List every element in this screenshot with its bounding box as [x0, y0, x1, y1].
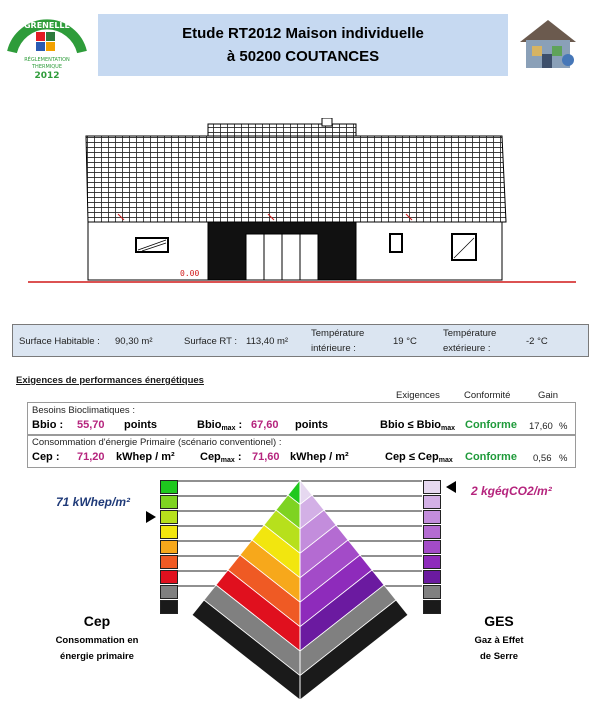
- ges-indicator-label: 2 kgéqCO2/m²: [471, 484, 552, 498]
- cep-scale-band-5: [160, 540, 178, 554]
- bbio-unit: points: [124, 419, 157, 431]
- ges-sub2: de Serre: [479, 651, 519, 662]
- rt-label: Surface RT :: [184, 336, 237, 347]
- col-conformite: Conformité: [464, 390, 511, 401]
- temp-ext-label-2: extérieure :: [443, 343, 491, 354]
- cep-color-scale: [160, 480, 178, 617]
- svg-text:THERMIQUE: THERMIQUE: [32, 64, 62, 70]
- exigences-title: Exigences de performances énergétiques: [16, 375, 204, 386]
- temp-int-label-2: intérieure :: [311, 343, 356, 354]
- ges-scale-band-9: [423, 600, 441, 614]
- title-banner: [98, 14, 508, 76]
- cep-label: Cep :: [32, 451, 60, 463]
- ges-scale-band-1: [423, 480, 441, 494]
- cep-title: Cep: [83, 613, 111, 629]
- cep-scale-band-7: [160, 570, 178, 584]
- ges-sub1: Gaz à Effet: [474, 635, 524, 646]
- ges-scale-band-4: [423, 525, 441, 539]
- ges-arrow-icon: [446, 481, 456, 493]
- bbio-max-label: Bbio$_{max}$ :: [197, 419, 243, 432]
- bbio-max-value: 67,60: [251, 419, 279, 431]
- bbio-requirement: Bbio ≤ Bbio$_{max}$: [380, 419, 456, 432]
- temp-int-label-1: Température: [311, 328, 365, 339]
- ges-color-scale: [423, 480, 441, 617]
- ges-title: GES: [484, 613, 514, 629]
- energy-pyramid: [150, 480, 450, 702]
- bbio-gain: 17,60: [529, 421, 553, 432]
- house-icon: [514, 14, 582, 74]
- cep-value: 71,20: [77, 451, 105, 463]
- temp-int-value: 19 °C: [393, 336, 417, 347]
- level-label: 0.00: [180, 269, 200, 278]
- bbio-value: 55,70: [77, 419, 105, 431]
- habitable-label: Surface Habitable :: [19, 336, 100, 347]
- cep-unit: kWhep / m²: [116, 451, 175, 463]
- ges-scale-band-6: [423, 555, 441, 569]
- surface-temperature-bar: [12, 324, 589, 357]
- bbio-conformite: Conforme: [465, 419, 517, 431]
- svg-text:2012: 2012: [34, 71, 60, 81]
- cep-conformite: Conforme: [465, 451, 517, 463]
- bbio-label: Bbio :: [32, 419, 64, 431]
- ges-scale-band-3: [423, 510, 441, 524]
- bbio-max-unit: points: [295, 419, 328, 431]
- title-line2: à 50200 COUTANCES: [226, 48, 380, 65]
- temp-ext-value: -2 °C: [526, 336, 548, 347]
- cep-arrow-icon: [146, 511, 156, 523]
- cep-sub1: Consommation en: [55, 635, 139, 646]
- ges-scale-band-2: [423, 495, 441, 509]
- cep-sub2: énergie primaire: [60, 651, 134, 662]
- habitable-value: 90,30 m²: [115, 336, 153, 347]
- col-exigences: Exigences: [396, 390, 440, 401]
- cep-scale-band-3: [160, 510, 178, 524]
- rt-value: 113,40 m²: [246, 336, 289, 347]
- cep-scale-band-9: [160, 600, 178, 614]
- cep-max-label: Cep$_{max}$ :: [200, 451, 242, 464]
- grenelle-logo: [6, 8, 88, 84]
- svg-text:RÉGLEMENTATION: RÉGLEMENTATION: [24, 57, 70, 63]
- cep-requirement: Cep ≤ Cep$_{max}$: [385, 451, 453, 464]
- cep-gain: 0,56: [533, 453, 552, 464]
- cep-max-unit: kWhep / m²: [290, 451, 349, 463]
- bbio-section: Besoins Bioclimatiques :: [32, 405, 135, 416]
- ges-scale-band-8: [423, 585, 441, 599]
- cep-scale-band-2: [160, 495, 178, 509]
- house-elevation-drawing: [28, 118, 576, 288]
- cep-section: Consommation d'énergie Primaire (scénario conventionel) :: [32, 437, 282, 448]
- cep-pct: %: [559, 453, 568, 464]
- cep-indicator-label: 71 kWhep/m²: [56, 495, 131, 509]
- svg-text:GRENELLE: GRENELLE: [23, 21, 71, 30]
- temp-ext-label-1: Température: [443, 328, 497, 339]
- cep-scale-band-6: [160, 555, 178, 569]
- ges-scale-band-7: [423, 570, 441, 584]
- cep-max-value: 71,60: [252, 451, 280, 463]
- cep-scale-band-4: [160, 525, 178, 539]
- ges-scale-band-5: [423, 540, 441, 554]
- title-line1: Etude RT2012 Maison individuelle: [182, 25, 424, 42]
- cep-scale-band-1: [160, 480, 178, 494]
- col-gain: Gain: [538, 390, 559, 401]
- bbio-pct: %: [559, 421, 568, 432]
- cep-scale-band-8: [160, 585, 178, 599]
